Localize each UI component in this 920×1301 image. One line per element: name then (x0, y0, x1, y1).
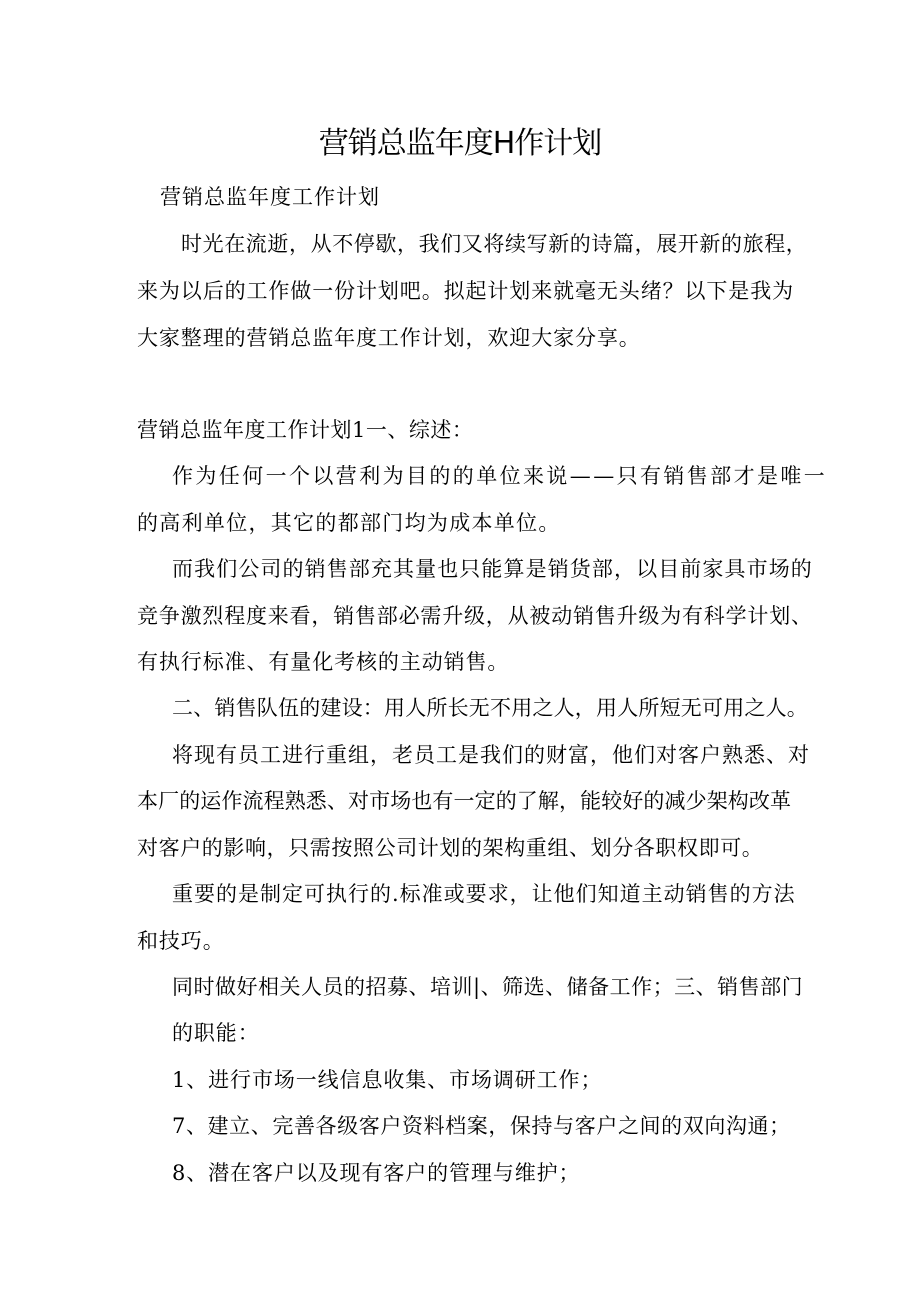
p2-line-2: 竞争激烈程度来看，销售部必需升级，从被动销售升级为有科学计划、 (137, 604, 813, 628)
p6-line-2: 的职能： (172, 1021, 260, 1045)
p1-line-1: 作为任何一个以营利为目的的单位来说——只有销售部才是唯一 (172, 464, 828, 488)
p2-line-1: 而我们公司的销售部充其量也只能算是销货部，以目前家具市场的 (172, 557, 813, 581)
p3-line-1: 二、销售队伍的建设：用人所长无不用之人，用人所短无可用之人。 (172, 696, 808, 720)
p2-line-3: 有执行标准、有量化考核的主动销售。 (137, 650, 510, 674)
list-item-2: 7、建立、完善各级客户资料档案，保持与客户之间的双向沟通； (172, 1114, 791, 1138)
list-item-3: 8、潜在客户以及现有客户的管理与维护； (172, 1161, 581, 1185)
document-subtitle: 营销总监年度工作计划 (160, 185, 380, 209)
intro-line-2: 来为以后的工作做一份计划吧。拟起计划来就毫无头绪？以下是我为 (137, 279, 794, 303)
p4-line-2: 本厂的运作流程熟悉、对市场也有一定的了解，能较好的减少架构改革 (137, 789, 792, 813)
intro-line-3: 大家整理的营销总监年度工作计划，欢迎大家分享。 (137, 326, 641, 350)
list-item-1: 1、进行市场一线信息收集、市场调研工作； (172, 1068, 603, 1092)
p5-line-2: 和技巧。 (137, 929, 225, 953)
p6-line-1: 同时做好相关人员的招募、培训|、筛选、储备工作；三、销售部门 (172, 975, 804, 999)
p4-line-1: 将现有员工进行重组，老员工是我们的财富，他们对客户熟悉、对 (172, 743, 810, 767)
section1-heading: 营销总监年度工作计划1一、综述： (137, 418, 474, 442)
p1-line-2: 的高利单位，其它的都部门均为成本单位。 (137, 511, 561, 535)
document-title: 营销总监年度H作计划 (318, 126, 602, 161)
p4-line-3: 对客户的影响，只需按照公司计划的架构重组、划分各职权即可。 (137, 836, 764, 860)
p5-line-1: 重要的是制定可执行的.标准或要求，让他们知道主动销售的方法 (172, 882, 796, 906)
intro-line-1: 时光在流逝，从不停歇，我们又将续写新的诗篇，展开新的旅程， (181, 232, 808, 256)
